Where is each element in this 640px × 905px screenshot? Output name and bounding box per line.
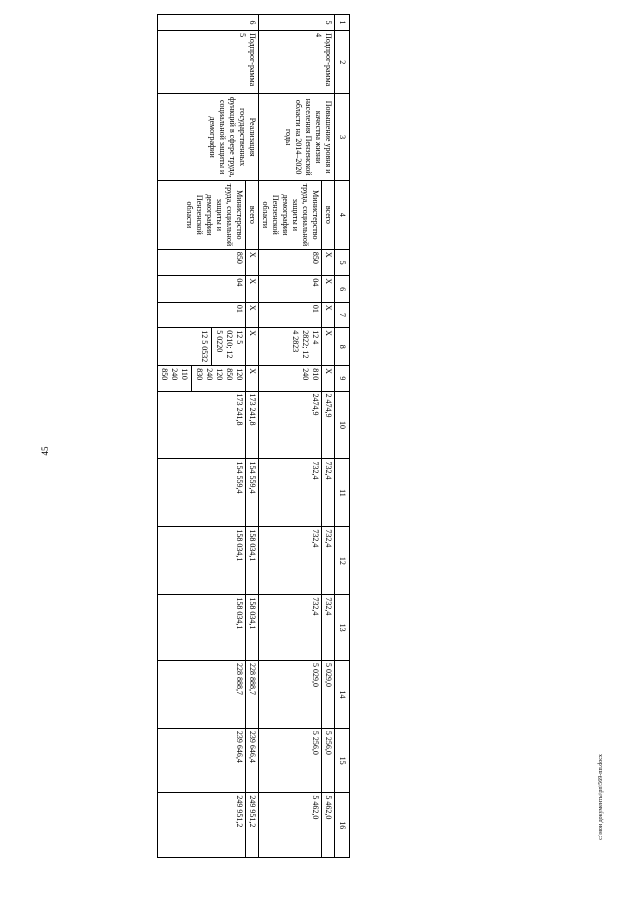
amount-cell: 239 646,4: [246, 728, 259, 792]
target-article-value: 12 5 0532: [199, 328, 212, 365]
amount-cell: 173 241,8: [246, 391, 259, 459]
amount-cell: 5 256,0: [259, 728, 322, 792]
target-article-value: 12 4 2822; 12 4 2823: [291, 330, 320, 359]
amount-cell: 249 951,2: [246, 793, 259, 858]
code-cell: Х: [322, 276, 335, 302]
amount-cell: 732,4: [322, 459, 335, 527]
table-row: [322, 15, 335, 858]
column-header-11: 11: [335, 459, 350, 527]
subprogram-name: Повышение уровня и качества жизни населения Пензенской области на 2014–2020 годы: [259, 94, 335, 180]
budget-table: [157, 14, 350, 858]
code-cell: Х: [322, 249, 335, 275]
code-cell: Х: [322, 366, 335, 391]
column-header-14: 14: [335, 660, 350, 728]
amount-cell: 5 462,0: [259, 793, 322, 858]
amount-cell: 154 559,4: [158, 459, 246, 527]
column-header-9: 9: [335, 366, 350, 391]
target-article-cell: [158, 328, 246, 366]
footer-file-path: c:\мои документы\рп\569-пп.docx: [598, 754, 604, 840]
amount-cell: 732,4: [259, 595, 322, 661]
code-cell: Х: [246, 302, 259, 327]
subprogram-name: Реализация государственных функций в сфере труда, социальной защиты и демографии: [158, 94, 259, 180]
rotated-table-area: [69, 14, 350, 858]
row-number: 6: [158, 15, 259, 31]
amount-cell: 732,4: [322, 527, 335, 595]
budget-table-container: [69, 14, 350, 858]
code-cell: 04: [158, 276, 246, 302]
executor-total-label: всего: [246, 180, 259, 249]
code-cell: Х: [322, 302, 335, 327]
amount-cell: 2474,9: [259, 391, 322, 459]
column-header-7: 7: [335, 302, 350, 327]
code-cell: 01: [158, 302, 246, 327]
executor-name: Министерство труда, социальной защиты и демографии Пензенской области: [259, 180, 322, 249]
amount-cell: 239 646,4: [158, 728, 246, 792]
code-cell: 04: [259, 276, 322, 302]
column-number-row: [335, 15, 350, 858]
row-number: 5: [259, 15, 335, 31]
amount-cell: 249 951,2: [158, 793, 246, 858]
amount-cell: 173 241,8: [158, 391, 246, 459]
expense-type-cell: [158, 366, 246, 391]
amount-cell: 158 034,1: [158, 595, 246, 661]
amount-cell: 158 034,1: [246, 595, 259, 661]
executor-name: Министерство труда, социальной защиты и демографии Пензенской области: [158, 180, 246, 249]
amount-cell: 732,4: [259, 527, 322, 595]
code-cell: 01: [259, 302, 322, 327]
column-header-1: 1: [335, 15, 350, 31]
table-row: [246, 15, 259, 858]
code-cell: Х: [246, 276, 259, 302]
amount-cell: 732,4: [322, 595, 335, 661]
target-article-cell: [259, 328, 322, 366]
amount-cell: 228 888,7: [158, 660, 246, 728]
amount-cell: 158 034,1: [246, 527, 259, 595]
column-header-5: 5: [335, 249, 350, 275]
amount-cell: 5 029,0: [322, 660, 335, 728]
amount-cell: 158 034,1: [158, 527, 246, 595]
code-cell: 850: [158, 249, 246, 275]
column-header-4: 4: [335, 180, 350, 249]
expense-type-cell: [259, 366, 322, 391]
column-header-13: 13: [335, 595, 350, 661]
expense-type-value: 120 850 120 240 830: [195, 368, 244, 381]
target-article-value: 12 5 0210; 12 5 0220: [215, 330, 244, 359]
column-header-8: 8: [335, 328, 350, 366]
subprogram-code: Подпрог-рамма 5: [158, 31, 259, 94]
amount-cell: 154 559,4: [246, 459, 259, 527]
code-cell: Х: [322, 328, 335, 366]
column-header-16: 16: [335, 793, 350, 858]
column-header-12: 12: [335, 527, 350, 595]
page-number: 45: [40, 446, 50, 456]
expense-type-value: 110 240 850: [159, 366, 192, 390]
column-header-15: 15: [335, 728, 350, 792]
column-header-3: 3: [335, 94, 350, 180]
amount-cell: 5 462,0: [322, 793, 335, 858]
code-cell: Х: [246, 328, 259, 366]
amount-cell: 5 256,0: [322, 728, 335, 792]
expense-type-value: 810 240: [301, 368, 320, 381]
code-cell: 850: [259, 249, 322, 275]
code-cell: Х: [246, 366, 259, 391]
column-header-6: 6: [335, 276, 350, 302]
code-cell: Х: [246, 249, 259, 275]
subprogram-code: Подпрог-рамма 4: [259, 31, 335, 94]
amount-cell: 5 029,0: [259, 660, 322, 728]
amount-cell: 2 474,9: [322, 391, 335, 459]
amount-cell: 228 888,7: [246, 660, 259, 728]
executor-total-label: всего: [322, 180, 335, 249]
column-header-2: 2: [335, 31, 350, 94]
column-header-10: 10: [335, 391, 350, 459]
amount-cell: 732,4: [259, 459, 322, 527]
table-body: [158, 15, 335, 858]
